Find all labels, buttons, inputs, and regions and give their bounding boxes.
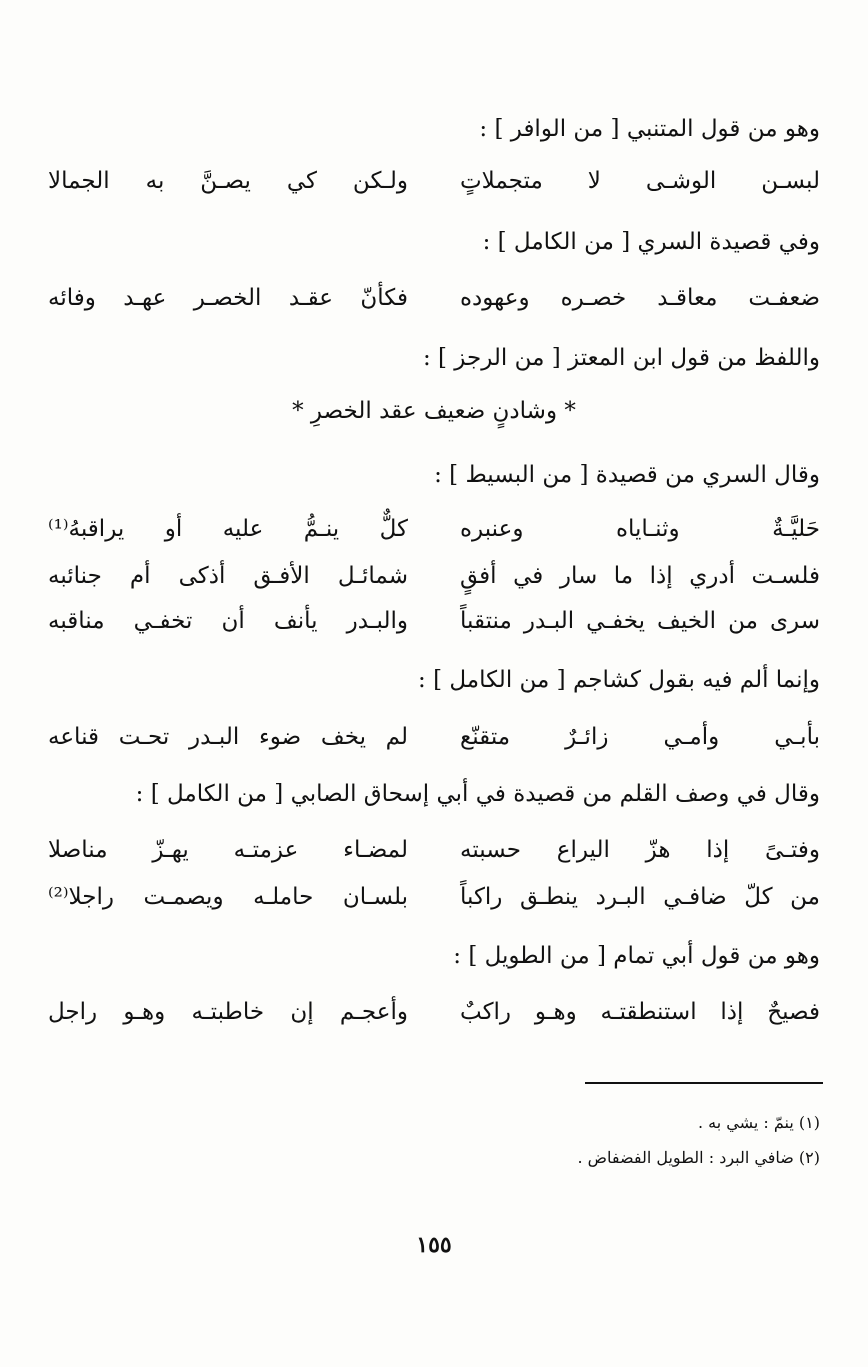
intro-line: وقال في وصف القلم من قصيدة في أبي إسحاق الصابي [ من الكامل ] : xyxy=(135,781,820,807)
single-verse: * وشادنٍ ضعيف عقد الخصرِ * xyxy=(292,398,576,424)
intro-line: وهو من قول أبي تمام [ من الطويل ] : xyxy=(453,943,820,969)
page-number: ١٥٥ xyxy=(416,1232,452,1258)
verse-line xyxy=(48,833,820,867)
verse-line xyxy=(48,281,820,315)
intro-line: وقال السري من قصيدة [ من البسيط ] : xyxy=(434,462,820,488)
hemistich-first: وفتـىً إذا هزّ اليراع حسبته xyxy=(460,837,820,863)
intro-line: واللفظ من قول ابن المعتز [ من الرجز ] : xyxy=(422,345,820,371)
hemistich-first: فلسـت أدري إذا ما سار في أفقٍ xyxy=(460,563,820,589)
hemistich-second: والبـدر يأنف أن تخفـي مناقبه xyxy=(48,608,408,634)
intro-line: وهو من قول المتنبي [ من الوافر ] : xyxy=(479,116,820,142)
hemistich-second: لمضـاء عزمتـه يهـزّ مناصلا xyxy=(48,837,408,863)
intro-line: وفي قصيدة السري [ من الكامل ] : xyxy=(482,229,820,255)
hemistich-first: فصيحٌ إذا استنطقتـه وهـو راكبٌ xyxy=(460,999,820,1025)
verse-line xyxy=(48,604,820,638)
hemistich-first: سرى من الخيف يخفـي البـدر منتقباً xyxy=(460,608,820,634)
hemistich-second: شمائـل الأفـق أذكى أم جنائبه xyxy=(48,563,408,589)
hemistich-second: بلسـان حاملـه ويصمـت راجلا⁽²⁾ xyxy=(48,884,408,910)
intro-line: وإنما ألم فيه بقول كشاجم [ من الكامل ] : xyxy=(418,667,820,693)
hemistich-first: من كلّ ضافـي البـرد ينطـق راكباً xyxy=(460,884,820,910)
verse-line xyxy=(48,880,820,914)
hemistich-first: حَليَّـةٌ وثنـاياه وعنبره xyxy=(460,516,820,542)
hemistich-second: وأعجـم إن خاطبتـه وهـو راجل xyxy=(48,999,408,1025)
footnote-divider xyxy=(585,1082,823,1084)
footnote-2: (٢) ضافي البرد : الطويل الفضفاض . xyxy=(577,1148,820,1167)
hemistich-first: بأبـي وأمـي زائـرٌ متقنّع xyxy=(460,724,820,750)
hemistich-first: لبسـن الوشـى لا متجملاتٍ xyxy=(460,168,820,194)
verse-line xyxy=(48,164,820,198)
verse-line xyxy=(48,559,820,593)
hemistich-second: لم يخف ضوء البـدر تحـت قناعه xyxy=(48,724,408,750)
hemistich-first: ضعفـت معاقـد خصـره وعهوده xyxy=(460,285,820,311)
verse-line xyxy=(48,512,820,546)
verse-line xyxy=(48,720,820,754)
hemistich-second: ولـكن كي يصـنَّ به الجمالا xyxy=(48,168,408,194)
footnote-1: (١) ينمّ : يشي به . xyxy=(697,1113,820,1132)
verse-line xyxy=(48,995,820,1029)
hemistich-second: كلٌّ ينـمُّ عليه أو يراقبهُ⁽¹⁾ xyxy=(48,516,408,542)
hemistich-second: فكأنّ عقـد الخصـر عهـد وفائه xyxy=(48,285,408,311)
